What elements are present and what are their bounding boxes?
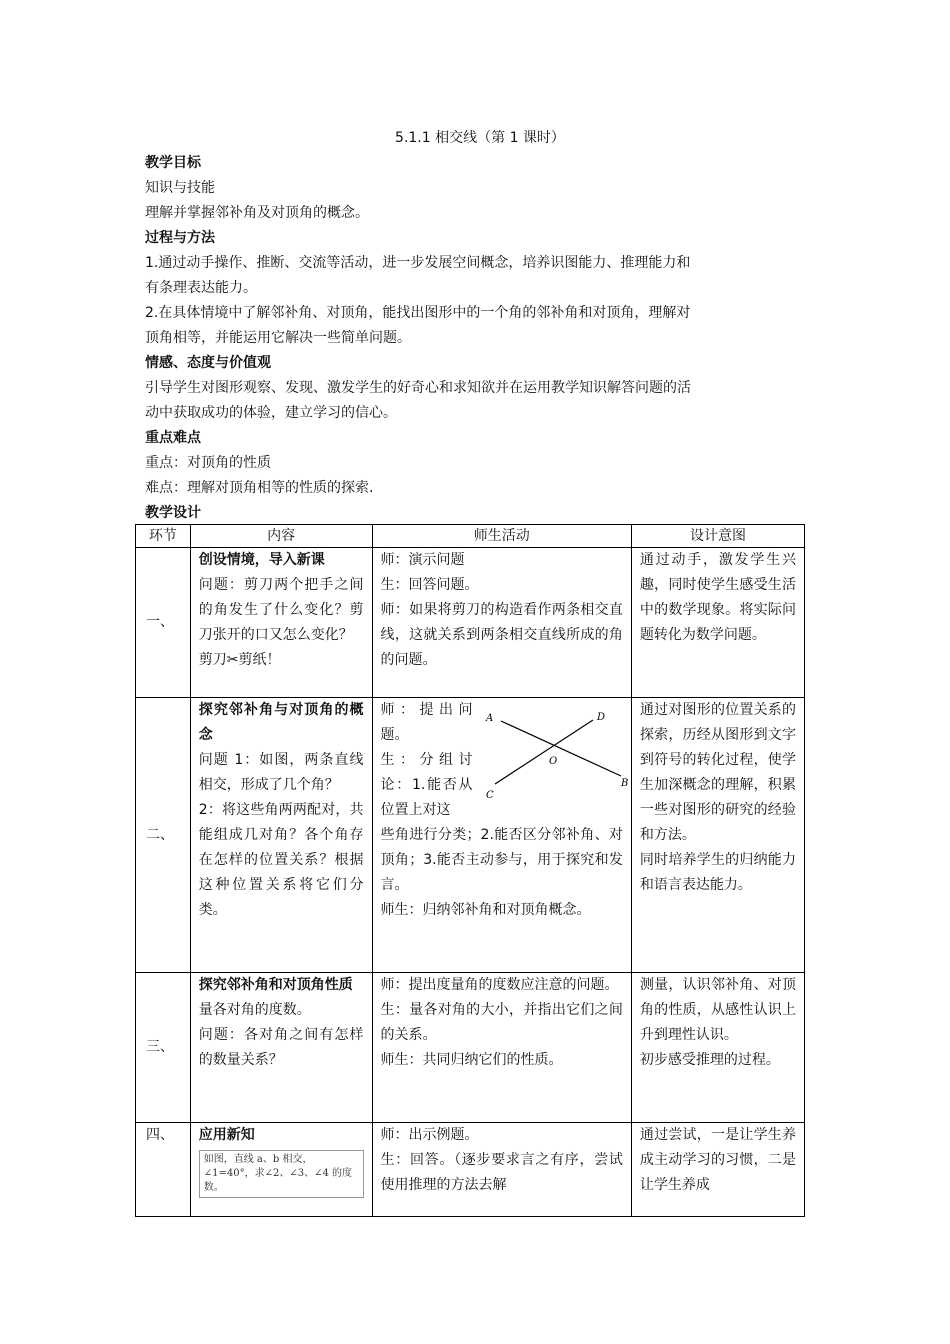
line-cd bbox=[495, 720, 593, 784]
activity-text: 生：回答问题。 bbox=[380, 577, 479, 593]
heading-process: 过程与方法 bbox=[145, 230, 215, 246]
content-cell bbox=[190, 1123, 372, 1217]
activity-text: 师：如果将剪刀的构造看作两条相交直线，这就关系到两条相交直线所成的角的问题。 bbox=[380, 602, 623, 668]
activity-text: 师：演示问题 bbox=[380, 552, 465, 568]
intent-text: 测量，认识邻补角、对顶角的性质，从感性认识上升到理性认识。 bbox=[639, 977, 796, 1043]
activity-cell bbox=[372, 698, 631, 973]
intent-cell bbox=[631, 973, 804, 1123]
table-row bbox=[136, 973, 805, 1123]
teaching-design-table bbox=[135, 524, 805, 1217]
activity-text: 师：出示例题。 bbox=[380, 1127, 479, 1143]
heading-keypoints: 重点难点 bbox=[145, 430, 201, 446]
activity-text: 师：提出度量角的度数应注意的问题。 bbox=[380, 977, 619, 993]
content-text: 2：将这些角两两配对，共能组成几对角？各个角存在怎样的位置关系？根据这种位置关系将它们分类。 bbox=[198, 802, 364, 918]
activity-text: 生：分组讨论：1.能否从位置上对这 bbox=[380, 752, 473, 818]
table-row bbox=[136, 1123, 805, 1217]
process-text-2a: 2.在具体情境中了解邻补角、对顶角，能找出图形中的一个角的邻补角和对顶角，理解对 bbox=[145, 305, 691, 321]
activity-text: 师生：归纳邻补角和对顶角概念。 bbox=[380, 902, 591, 918]
label-d: D bbox=[596, 712, 605, 723]
content-cell bbox=[190, 973, 372, 1123]
activity-text: 生：回答。（逐步要求言之有序，尝试使用推理的方法去解 bbox=[380, 1152, 623, 1193]
process-text-1a: 1.通过动手操作、推断、交流等活动，进一步发展空间概念，培养识图能力、推理能力和 bbox=[145, 255, 691, 271]
intent-text: 初步感受推理的过程。 bbox=[639, 1052, 780, 1068]
label-c: C bbox=[485, 790, 494, 801]
knowledge-text: 理解并掌握邻补角及对顶角的概念。 bbox=[145, 205, 369, 221]
content-text: 问题：剪刀两个把手之间的角发生了什么变化？剪刀张开的口又怎么变化？ bbox=[198, 577, 364, 643]
figure-block bbox=[380, 698, 628, 823]
difficulty-text: 难点：理解对顶角相等的性质的探索. bbox=[145, 480, 374, 496]
intent-text: 通过尝试，一是让学生养成主动学习的习惯，二是让学生养成 bbox=[639, 1127, 796, 1193]
activity-text: 师：提出问题。 bbox=[380, 702, 473, 743]
content-text: 量各对角的度数。 bbox=[198, 1002, 311, 1018]
content-title: 探究邻补角与对顶角的概念 bbox=[198, 702, 364, 743]
segment-cell: 二、 bbox=[136, 698, 191, 973]
intent-text: 通过对图形的位置关系的探索，历经从图形到文字到符号的转化过程，使学生加深概念的理解，积累一些对图形的研究的经验和方法。 bbox=[639, 702, 796, 843]
document-title: 5.1.1 相交线（第 1 课时） bbox=[395, 130, 565, 146]
attitude-text-a: 引导学生对图形观察、发现、激发学生的好奇心和求知欲并在运用教学知识解答问题的活 bbox=[145, 380, 691, 396]
content-title: 应用新知 bbox=[198, 1127, 255, 1143]
intent-cell bbox=[631, 1123, 804, 1217]
activity-cell bbox=[372, 973, 631, 1123]
table-row bbox=[136, 548, 805, 698]
content-text: 问题 1：如图，两条直线相交，形成了几个角？ bbox=[198, 752, 364, 793]
header-intent: 设计意图 bbox=[631, 525, 804, 548]
activity-cell bbox=[372, 1123, 631, 1217]
content-title: 创设情境，导入新课 bbox=[198, 552, 325, 568]
heading-design: 教学设计 bbox=[145, 505, 201, 521]
table-header-row bbox=[136, 525, 805, 548]
intersecting-lines-figure bbox=[481, 706, 631, 806]
header-content: 内容 bbox=[190, 525, 372, 548]
segment-cell: 一、 bbox=[136, 548, 191, 698]
intent-text: 通过动手，激发学生兴趣，同时使学生感受生活中的数学现象。将实际问题转化为数学问题。 bbox=[639, 552, 796, 643]
header-activity: 师生活动 bbox=[372, 525, 631, 548]
activity-text: 生：量各对角的大小，并指出它们之间的关系。 bbox=[380, 1002, 623, 1043]
keypoint-text: 重点：对顶角的性质 bbox=[145, 455, 271, 471]
label-a: A bbox=[485, 713, 493, 724]
subheading-knowledge: 知识与技能 bbox=[145, 180, 215, 196]
intent-text: 同时培养学生的归纳能力和语言表达能力。 bbox=[639, 852, 796, 893]
heading-objectives: 教学目标 bbox=[145, 155, 201, 171]
label-b: B bbox=[620, 778, 628, 789]
process-text-2b: 顶角相等，并能运用它解决一些简单问题。 bbox=[145, 330, 411, 346]
intent-cell bbox=[631, 698, 804, 973]
process-text-1b: 有条理表达能力。 bbox=[145, 280, 257, 296]
segment-cell: 三、 bbox=[136, 973, 191, 1123]
content-text: 问题：各对角之间有怎样的数量关系？ bbox=[198, 1027, 364, 1068]
heading-attitude: 情感、态度与价值观 bbox=[145, 355, 271, 371]
activity-text: 师生：共同归纳它们的性质。 bbox=[380, 1052, 563, 1068]
example-problem-box: 如图，直线 a、b 相交，∠1=40°，求∠2、∠3、∠4 的度数。 bbox=[199, 1150, 364, 1198]
attitude-text-b: 动中获取成功的体验，建立学习的信心。 bbox=[145, 405, 397, 421]
table-row bbox=[136, 698, 805, 973]
intent-cell bbox=[631, 548, 804, 698]
content-cell bbox=[190, 548, 372, 698]
content-title: 探究邻补角和对顶角性质 bbox=[198, 977, 353, 993]
segment-cell: 四、 bbox=[136, 1123, 191, 1217]
content-text: 剪刀✂剪纸！ bbox=[198, 652, 281, 668]
header-segment: 环节 bbox=[136, 525, 191, 548]
activity-text: 些角进行分类；2.能否区分邻补角、对顶角；3.能否主动参与，用于探究和发言。 bbox=[380, 827, 623, 893]
content-cell bbox=[190, 698, 372, 973]
label-o: O bbox=[548, 756, 557, 767]
activity-cell bbox=[372, 548, 631, 698]
